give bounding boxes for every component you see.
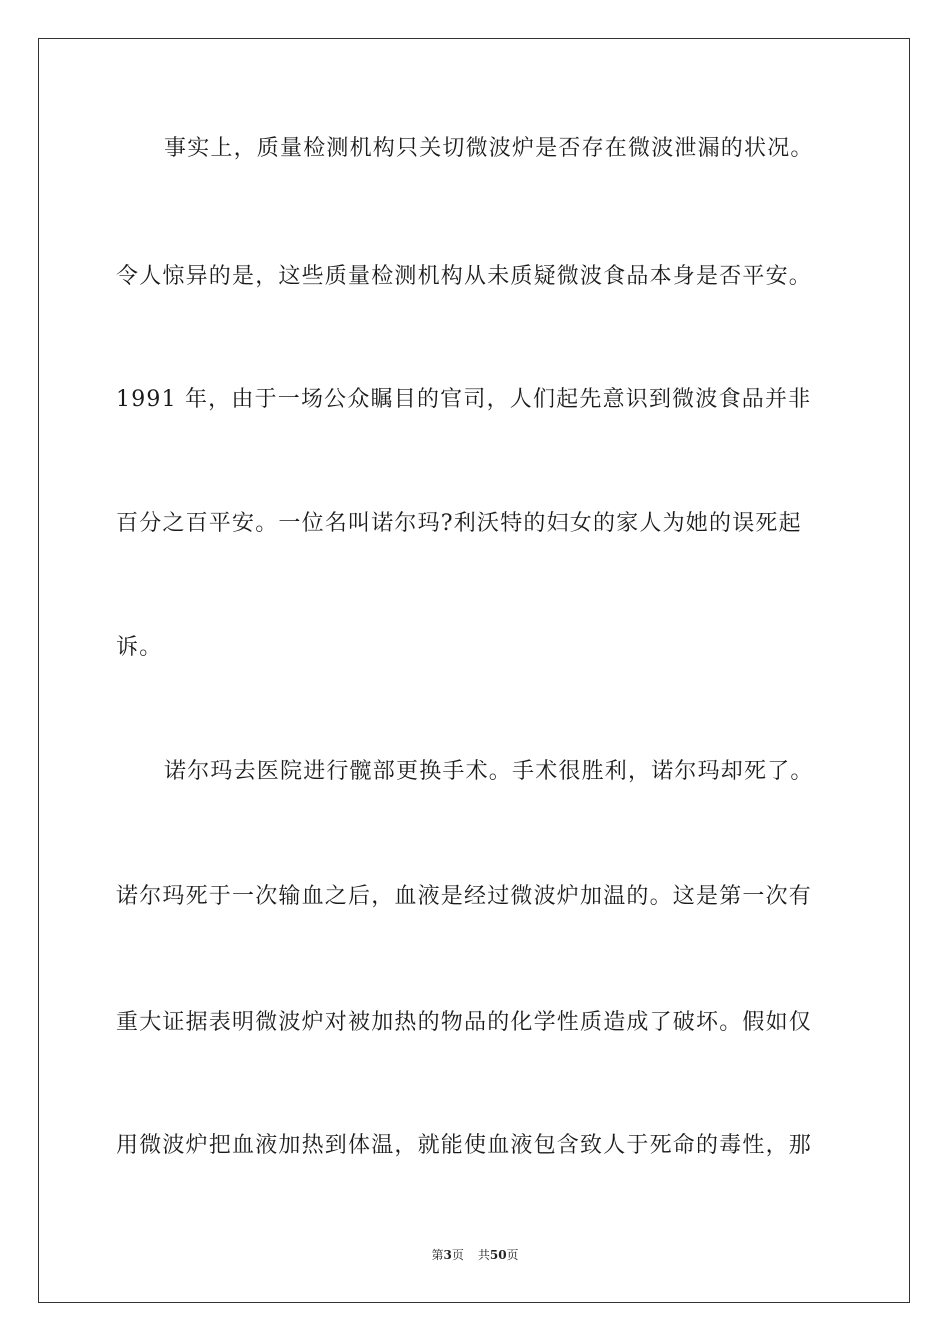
text-line-2: 令人惊异的是，这些质量检测机构从未质疑微波食品本身是否平安。 (116, 264, 813, 289)
footer-page-prefix: 第 (431, 1248, 444, 1262)
text-line-3: 1991 年，由于一场公众瞩目的官司，人们起先意识到微波食品并非 (116, 387, 812, 412)
text-line-1: 事实上，质量检测机构只关切微波炉是否存在微波泄漏的状况。 (164, 136, 814, 161)
text-line-8: 重大证据表明微波炉对被加热的物品的化学性质造成了破坏。假如仅 (116, 1010, 813, 1035)
text-line-7: 诺尔玛死于一次输血之后，血液是经过微波炉加温的。这是第一次有 (116, 884, 813, 909)
page-border (38, 38, 910, 1303)
footer-page-number: 3 (443, 1248, 452, 1262)
page-footer (0, 1247, 950, 1263)
text-line-9: 用微波炉把血液加热到体温，就能使血液包含致人于死命的毒性，那 (116, 1133, 813, 1158)
text-line-4: 百分之百平安。一位名叫诺尔玛?利沃特的妇女的家人为她的误死起 (116, 511, 802, 536)
footer-total-prefix: 共 (477, 1248, 490, 1262)
text-line-5: 诉。 (116, 635, 163, 660)
footer-page-suffix: 页 (451, 1248, 464, 1262)
footer-total-pages: 50 (489, 1248, 507, 1262)
footer-total-suffix: 页 (506, 1248, 519, 1262)
text-line-6: 诺尔玛去医院进行髋部更换手术。手术很胜利，诺尔玛却死了。 (164, 759, 814, 784)
